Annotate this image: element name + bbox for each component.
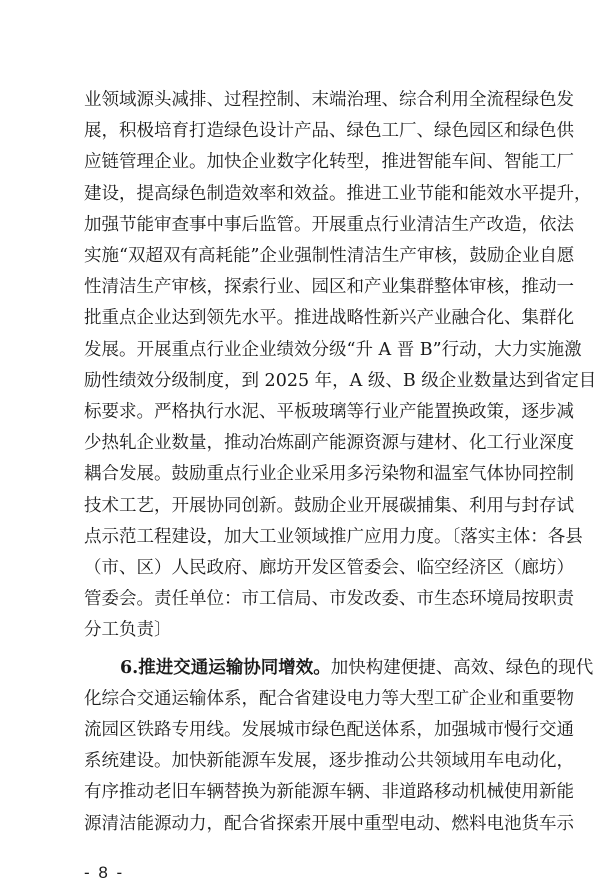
text-line: 励性绩效分级制度，到 2025 年，A 级、B 级企业数量达到省定目	[84, 370, 597, 391]
section-6-heading: 6.推进交通运输协同增效。	[120, 657, 331, 678]
text-line: 加强节能审查事中事后监管。开展重点行业清洁生产改造，依法	[84, 214, 574, 235]
text-line: 发展。开展重点行业企业绩效分级“升 A 晋 B”行动，大力实施激	[84, 339, 582, 360]
text-line: 标要求。严格执行水泥、平板玻璃等行业产能置换政策，逐步减	[84, 402, 574, 422]
text-line: 耦合发展。鼓励重点行业企业采用多污染物和温室气体协同控制	[84, 464, 574, 485]
text-line: 实施“双超双有高耗能”企业强制性清洁生产审核，鼓励企业自愿	[84, 246, 575, 266]
text-line: 少热轧企业数量，推动冶炼副产能源资源与建材、化工行业深度	[84, 433, 574, 454]
text-line: 流园区铁路专用线。发展城市绿色配送体系，加强城市慢行交通	[84, 720, 574, 740]
text-line: 有序推动老旧车辆替换为新能源车辆、非道路移动机械使用新能	[84, 782, 574, 803]
text-line: 系统建设。加快新能源车发展，逐步推动公共领域用车电动化，	[84, 751, 574, 772]
text-line: （市、区）人民政府、廊坊开发区管委会、临空经济区（廊坊）	[84, 558, 574, 578]
section-6-first-line-text: 加快构建便捷、高效、绿色的现代	[330, 657, 594, 678]
text-line: 业领域源头减排、过程控制、末端治理、综合利用全流程绿色发	[84, 90, 574, 110]
text-line: 管委会。责任单位：市工信局、市发改委、市生态环境局按职责	[84, 589, 574, 610]
text-line: 化综合交通运输体系，配合省建设电力等大型工矿企业和重要物	[84, 688, 574, 709]
text-line: 展，积极培育打造绿色设计产品、绿色工厂、绿色园区和绿色供	[84, 121, 574, 142]
text-line: 技术工艺，开展协同创新。鼓励企业开展碳捕集、利用与封存试	[84, 495, 574, 516]
text-line: 源清洁能源动力，配合省探索开展中重型电动、燃料电池货车示	[84, 813, 574, 834]
text-line: 性清洁生产审核，探索行业、园区和产业集群整体审核，推动一	[84, 277, 574, 298]
text-line: 应链管理企业。加快企业数字化转型，推进智能车间、智能工厂	[84, 152, 574, 173]
text-line: 批重点企业达到领先水平。推进战略性新兴产业融合化、集群化	[84, 308, 574, 329]
text-line: 分工负责〕	[84, 620, 172, 641]
text-line: 点示范工程建设，加大工业领域推广应用力度。〔落实主体：各县	[84, 526, 583, 547]
section-6-first-line	[120, 657, 594, 678]
page-number: - 8 -	[84, 862, 125, 882]
text-line: 建设，提高绿色制造效率和效益。推进工业节能和能效水平提升，	[84, 183, 592, 204]
